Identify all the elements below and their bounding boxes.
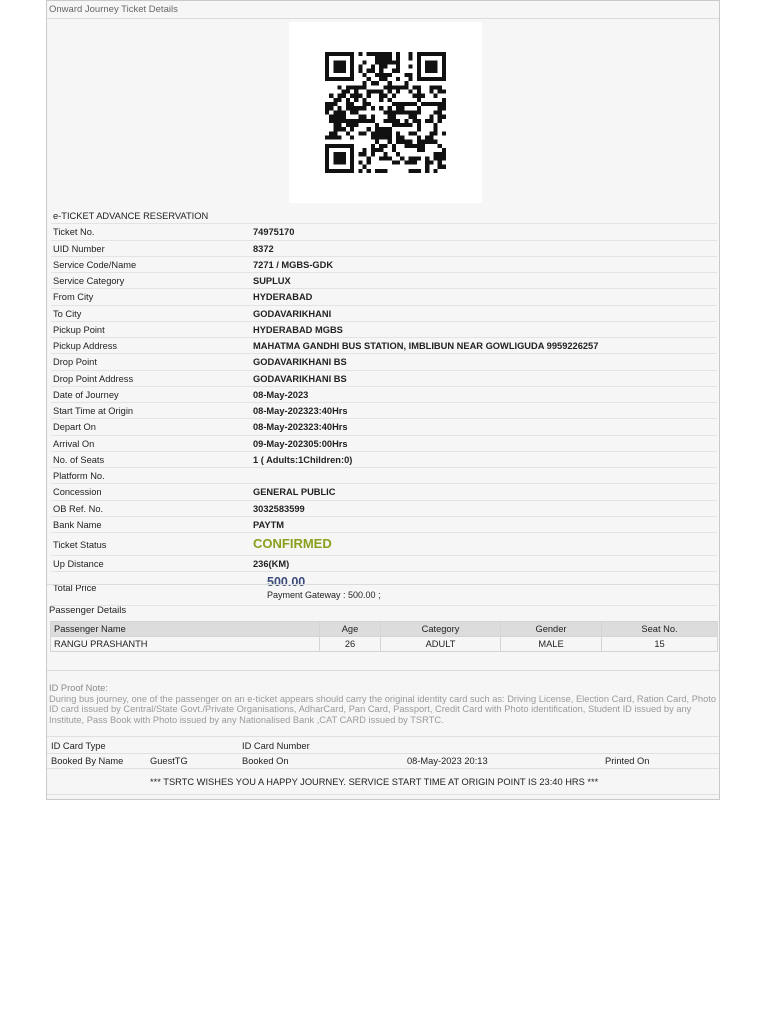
id-proof-title: ID Proof Note: — [49, 683, 108, 693]
up-distance-row — [51, 556, 717, 572]
col-age: Age — [320, 622, 381, 637]
detail-label: To City — [53, 308, 82, 319]
detail-row — [51, 452, 717, 468]
detail-value: GODAVARIKHANI — [253, 308, 332, 319]
divider — [47, 670, 719, 671]
detail-label: UID Number — [53, 243, 105, 254]
detail-row — [51, 354, 717, 370]
detail-label: No. of Seats — [53, 454, 105, 465]
divider — [47, 584, 719, 585]
booked-on-label: Booked On — [242, 756, 289, 766]
divider — [47, 768, 719, 769]
col-gender: Gender — [501, 622, 602, 637]
detail-label: Bank Name — [53, 519, 102, 530]
detail-row — [51, 484, 717, 500]
divider — [47, 794, 719, 795]
passenger-seat: 15 — [602, 637, 718, 652]
detail-row — [51, 387, 717, 403]
detail-label: Drop Point Address — [53, 373, 134, 384]
ticket-status-label: Ticket Status — [53, 540, 107, 550]
col-seat-no: Seat No. — [602, 622, 718, 637]
detail-value: MAHATMA GANDHI BUS STATION, IMBLIBUN NEAR GOWLIGUDA 9959226257 — [253, 341, 599, 351]
detail-value: 7271 / MGBS-GDK — [253, 259, 334, 270]
detail-label: Platform No. — [53, 471, 105, 481]
printed-on-label: Printed On — [605, 756, 650, 766]
detail-row — [51, 257, 717, 273]
detail-value: 1 ( Adults:1Children:0) — [253, 454, 353, 465]
detail-label: Date of Journey — [53, 389, 119, 400]
detail-row — [51, 419, 717, 435]
detail-label: Arrival On — [53, 438, 95, 449]
detail-row — [51, 517, 717, 533]
detail-row — [51, 273, 717, 289]
detail-row — [51, 468, 717, 484]
detail-row — [51, 224, 717, 240]
passenger-details-title: Passenger Details — [49, 605, 127, 616]
detail-row — [51, 371, 717, 387]
detail-label: Service Code/Name — [53, 259, 137, 270]
detail-value: GODAVARIKHANI BS — [253, 357, 347, 368]
passenger-table — [50, 621, 718, 652]
detail-label: Pickup Address — [53, 341, 118, 351]
detail-value: 74975170 — [253, 227, 295, 238]
detail-row — [51, 338, 717, 354]
passenger-age: 26 — [320, 637, 381, 652]
detail-value: 8372 — [253, 243, 274, 254]
id-proof-text: During bus journey, one of the passenger on an e-ticket appears should carry the original identity card such as: Driving License, Election Card, Ration Card, Photo ID card issued by Central/State Govt./Private Organisations, AdharCard, Pan Card, Passport, Credit Card with Photo identification, Student ID issued by any Institute, Pass Book with Photo issued by any Nationalised Bank ,CAT CARD issued by TSRTC. — [49, 693, 716, 725]
qr-code-icon — [322, 52, 449, 173]
total-price-amount: 500.00 — [267, 575, 306, 590]
detail-row — [51, 322, 717, 338]
payment-gateway-note: Payment Gateway : 500.00 ; — [267, 590, 381, 601]
id-card-number-label: ID Card Number — [242, 741, 310, 751]
detail-label: OB Ref. No. — [53, 503, 104, 514]
passenger-table-header — [51, 622, 718, 637]
detail-value: HYDERABAD — [253, 292, 313, 303]
detail-label: Start Time at Origin — [53, 406, 134, 416]
detail-value: 08-May-2023 — [253, 389, 309, 400]
booked-on-value: 08-May-2023 20:13 — [407, 756, 488, 766]
divider — [47, 18, 719, 19]
table-row — [51, 637, 718, 652]
detail-label: Depart On — [53, 422, 96, 433]
passenger-gender: MALE — [501, 637, 602, 652]
up-distance-value: 236(KM) — [253, 559, 290, 569]
detail-row — [51, 501, 717, 517]
passenger-name: RANGU PRASHANTH — [51, 637, 320, 652]
detail-row — [51, 436, 717, 452]
passenger-category: ADULT — [381, 637, 501, 652]
journey-message: *** TSRTC WISHES YOU A HAPPY JOURNEY. SERVICE START TIME AT ORIGIN POINT IS 23:40 HRS *** — [150, 777, 599, 787]
section-title: e-TICKET ADVANCE RESERVATION — [53, 211, 209, 221]
qr-code-container — [289, 22, 482, 203]
section-title-row — [51, 208, 717, 224]
divider — [47, 736, 719, 737]
total-price-label: Total Price — [53, 583, 97, 594]
detail-row — [51, 241, 717, 257]
detail-value: 08-May-202323:40Hrs — [253, 406, 348, 416]
detail-value: 09-May-202305:00Hrs — [253, 438, 348, 449]
id-card-type-label: ID Card Type — [51, 741, 106, 751]
detail-value: HYDERABAD MGBS — [253, 324, 343, 335]
ticket-panel — [46, 0, 720, 800]
detail-label: From City — [53, 292, 94, 303]
booked-by-value: GuestTG — [150, 756, 188, 766]
detail-row — [51, 403, 717, 419]
ticket-status-value: CONFIRMED — [253, 536, 332, 551]
detail-label: Service Category — [53, 276, 125, 286]
detail-value: GENERAL PUBLIC — [253, 487, 336, 498]
detail-label: Ticket No. — [53, 227, 95, 238]
detail-value: GODAVARIKHANI BS — [253, 373, 347, 384]
detail-label: Pickup Point — [53, 324, 105, 335]
total-price-row — [51, 572, 717, 606]
up-distance-label: Up Distance — [53, 559, 104, 569]
col-passenger-name: Passenger Name — [51, 622, 320, 637]
detail-value: 08-May-202323:40Hrs — [253, 422, 348, 433]
booked-by-label: Booked By Name — [51, 756, 124, 766]
detail-label: Concession — [53, 487, 102, 498]
col-category: Category — [381, 622, 501, 637]
detail-value: 3032583599 — [253, 503, 305, 514]
detail-label: Drop Point — [53, 357, 97, 368]
id-proof-note — [49, 683, 721, 725]
detail-value: SUPLUX — [253, 276, 291, 286]
detail-value: PAYTM — [253, 519, 284, 530]
detail-row — [51, 306, 717, 322]
ticket-header-title: Onward Journey Ticket Details — [49, 4, 178, 15]
ticket-details — [51, 208, 717, 606]
divider — [47, 753, 719, 754]
ticket-status-row — [51, 533, 717, 556]
detail-row — [51, 289, 717, 305]
